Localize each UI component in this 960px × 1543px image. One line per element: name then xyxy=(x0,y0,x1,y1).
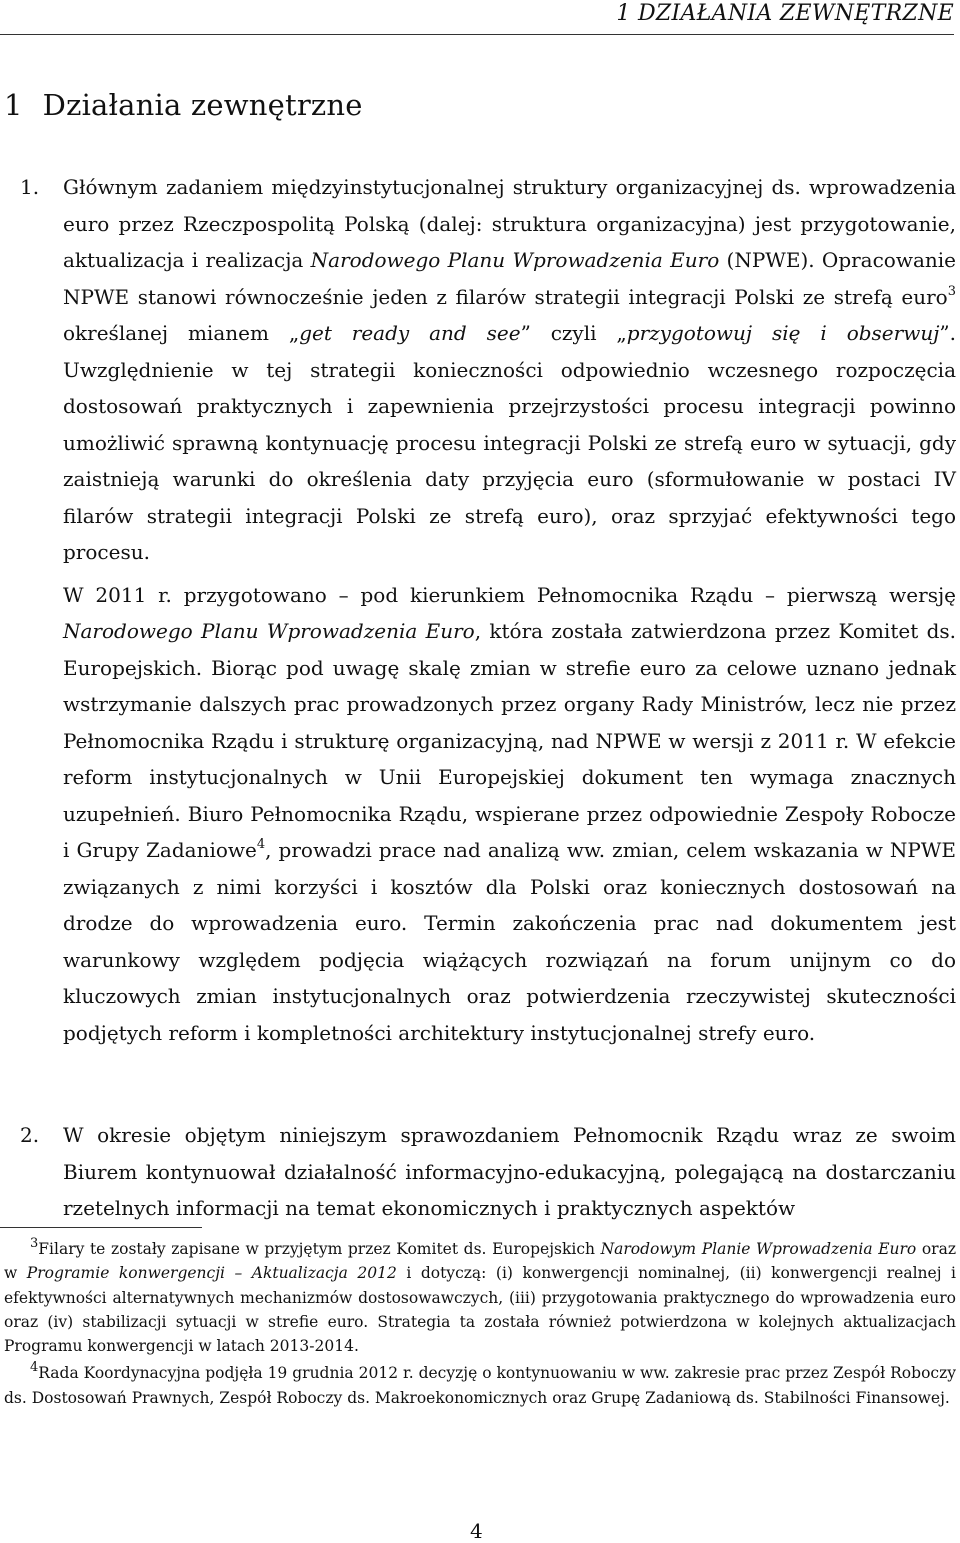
text-run: ”. Uwzględnienie w tej strategii konieczności odpowiednio wczesnego rozpoczęcia dostosowań praktycznych i zapewnienia przejrzystości procesu integracji powinno umożliwić sprawną kontynuację procesu integracji Polski ze strefą euro w sytuacji, gdy zaistnieją warunki do określenia daty przyjęcia euro (sformułowanie w postaci IV filarów strategii integracji Polski ze strefą euro), oraz sprzyjać efektywności tego procesu. xyxy=(63,321,956,564)
text-run: Filary te zostały zapisane w przyjętym przez Komitet ds. Europejskich xyxy=(38,1240,601,1258)
page-number: 4 xyxy=(470,1519,483,1543)
list-marker: 1. xyxy=(20,175,40,199)
footnote-4 xyxy=(4,1361,956,1410)
footnote-mark: 4 xyxy=(30,1360,39,1376)
text-run: określanej mianem „ xyxy=(63,321,300,345)
text-run: Głównym zadaniem międzyinstytucjonalnej struktury organizacyjnej ds. wprowadzenia euro przez Rzeczpospolitą Polską (dalej: struktura organizacyjna) jest przygotowanie, aktualizacja i realizacja xyxy=(63,175,956,272)
list-marker: 2. xyxy=(20,1123,40,1147)
text-run: , która została zatwierdzona przez Komitet ds. Europejskich. Biorąc pod uwagę skalę zmian w strefie euro za celowe uznano jednak wstrzymanie dalszych prac prowadzonych przez organy Rady Ministrów, lecz nie przez Pełnomocnika Rządu i strukturę organizacyjną, nad NPWE w wersji z 2011 r. W efekcie reform instytucjonalnych w Unii Europejskiej dokument ten wymaga znacznych uzupełnień. Biuro Pełnomocnika Rządu, wspierane przez odpowiednie Zespoły Robocze i Grupy Zadaniowe xyxy=(63,619,957,862)
footnote-ref[interactable]: 3 xyxy=(947,283,956,299)
section-title: Działania zewnętrzne xyxy=(42,88,363,122)
section-heading xyxy=(4,88,363,122)
text-run: i dotyczą: (i) konwergencji nominalnej, (ii) konwergencji realnej i efektywności alternatywnych mechanizmów dostosowawczych, (iii) przygotowania praktycznego do wprowadzenia euro oraz (iv) stabilizacji sytuacji w strefie euro. Strategia ta została również potwierdzona w kolejnych aktualizacjach Programu konwergencji w latach 2013-2014. xyxy=(4,1264,956,1356)
running-head xyxy=(0,0,954,35)
list-item-1 xyxy=(0,169,956,1051)
emphasis-text: przygotowuj się i obserwuj xyxy=(626,321,940,345)
text-run: Rada Koordynacyjna podjęła 19 grudnia 2012 r. decyzję o kontynuowaniu w ww. zakresie prac przez Zespół Roboczy ds. Dostosowań Prawnych, Zespół Roboczy ds. Makroekonomicznych oraz Grupę Zadaniową ds. Stabilności Finansowej. xyxy=(4,1364,956,1407)
footnote-3 xyxy=(4,1237,956,1358)
emphasis-text: Narodowym Planie Wprowadzenia Euro xyxy=(600,1240,917,1258)
text-run: W 2011 r. przygotowano – pod kierunkiem Pełnomocnika Rządu – pierwszą wersję xyxy=(63,582,956,607)
paragraph xyxy=(63,577,956,1052)
text-run: (NPWE). Opracowanie NPWE stanowi równocześnie jeden z filarów strategii integracji Polski ze strefą euro xyxy=(63,248,957,309)
text-run: oraz w xyxy=(4,1240,956,1283)
emphasis-text: get ready and see xyxy=(299,321,521,345)
paragraph: W okresie objętym niniejszym sprawozdaniem Pełnomocnik Rządu wraz ze swoim Biurem kontynuował działalność informacyjno-edukacyjną, polegającą na dostarczaniu rzetelnych informacji na temat ekonomicznych i praktycznych aspektów xyxy=(63,1123,956,1220)
footnote-ref[interactable]: 4 xyxy=(256,837,266,853)
text-run: ” czyli „ xyxy=(520,321,627,345)
emphasis-text: Programie konwergencji – Aktualizacja 2012 xyxy=(26,1264,397,1283)
emphasis-text: Narodowego Planu Wprowadzenia Euro xyxy=(310,248,720,272)
emphasis-text: Narodowego Planu Wprowadzenia Euro xyxy=(63,619,475,643)
footnotes xyxy=(4,1237,956,1410)
section-number: 1 xyxy=(4,88,23,122)
footnote-mark: 3 xyxy=(30,1235,39,1251)
list-item-2 xyxy=(0,1117,956,1227)
running-head-text: 1 DZIAŁANIA ZEWNĘTRZNE xyxy=(616,1,954,26)
footnote-rule xyxy=(0,1227,202,1228)
text-run: , prowadzi prace nad analizą ww. zmian, celem wskazania w NPWE związanych z nimi korzyści i kosztów dla Polski oraz koniecznych dostosowań na drodze do wprowadzenia euro. Termin zakończenia prac nad dokumentem jest warunkowy względem podjęcia wiążących rozwiązań na forum unijnym co do kluczowych zmian instytucjonalnych oraz potwierdzenia rzeczywistej skuteczności podjętych reform i kompletności architektury instytucjonalnej strefy euro. xyxy=(63,838,956,1045)
paragraph xyxy=(63,169,956,571)
